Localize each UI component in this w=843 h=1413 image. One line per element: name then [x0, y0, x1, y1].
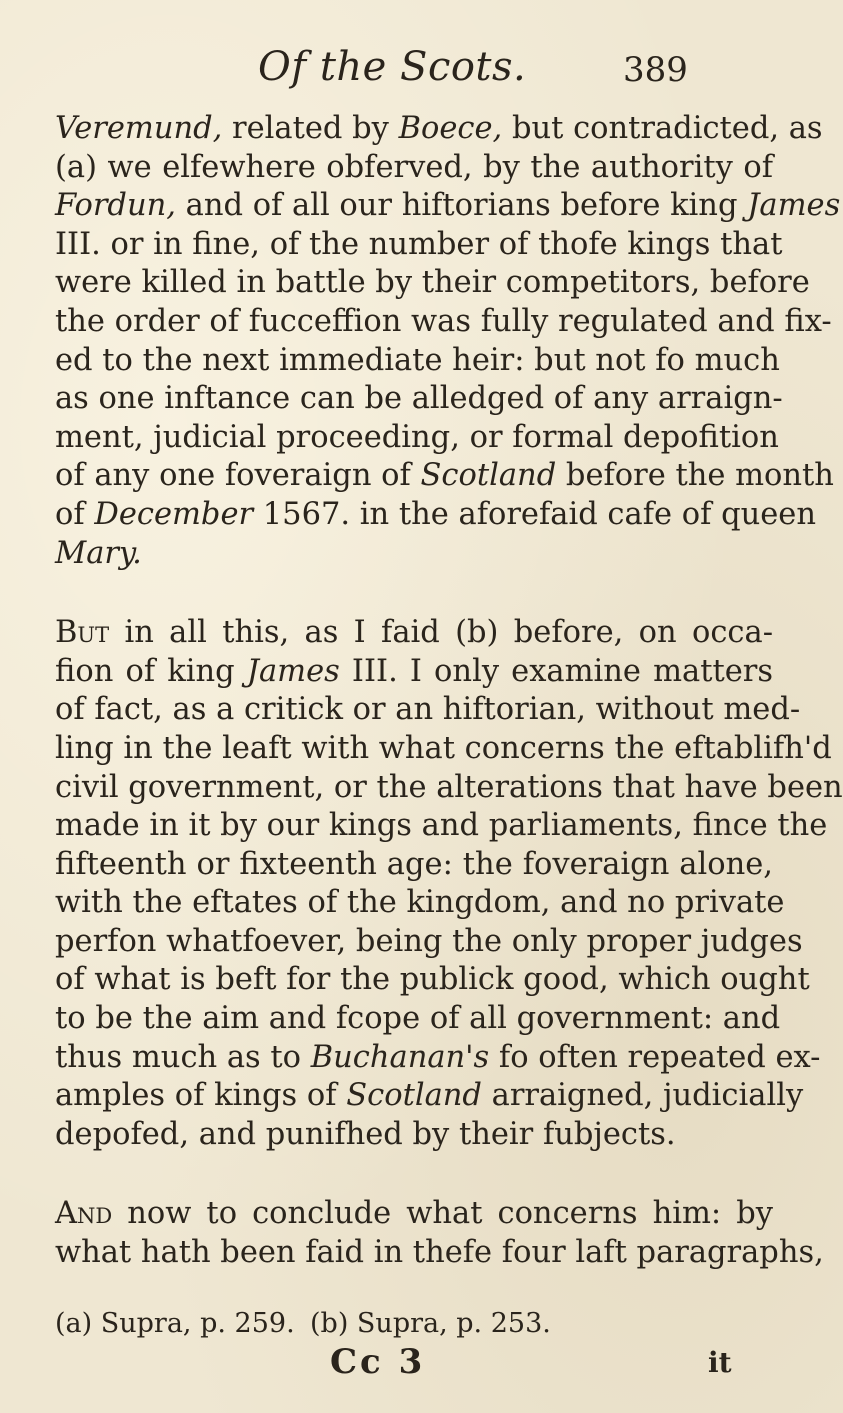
text-line — [55, 419, 779, 458]
text-run: 1567. in the aforefaid cafe of queen — [253, 496, 816, 532]
italic-run: Fordun, — [55, 188, 176, 224]
text-run: of — [55, 496, 95, 532]
text-line — [55, 226, 783, 265]
italic-run: James — [246, 653, 340, 689]
text-line — [55, 769, 843, 808]
small-caps-run: And — [55, 1196, 113, 1232]
text-run: related by — [222, 111, 399, 146]
italic-run: Veremund, — [55, 111, 223, 146]
text-run: the order of fucceffion was fully regulated and fix- — [55, 303, 832, 339]
text-line — [55, 187, 841, 226]
text-line — [55, 380, 783, 419]
italic-run: December — [94, 496, 254, 532]
text-run: thus much as to — [55, 1039, 311, 1075]
text-line — [55, 807, 828, 846]
text-run: as one inftance can be alledged of any arraign- — [55, 381, 783, 417]
text-line — [55, 961, 810, 1000]
footnote-b: (b) Supra, p. 253. — [310, 1308, 551, 1339]
italic-run: Mary. — [55, 535, 142, 571]
text-run: fion of king — [55, 653, 247, 689]
text-line — [55, 884, 785, 923]
text-run: before the month — [556, 458, 834, 494]
text-run: ment, judicial proceeding, or formal depofition — [55, 419, 779, 455]
text-line — [55, 1195, 773, 1234]
text-line — [55, 1234, 824, 1273]
text-run: III. or in fine, of the number of thofe kings that — [55, 226, 783, 262]
footnote-a: (a) Supra, p. 259. — [55, 1308, 295, 1339]
text-run: with the eftates of the kingdom, and no private — [55, 885, 785, 921]
text-run: fifteenth or fixteenth age: the foveraign alone, — [55, 846, 773, 882]
text-run: amples of kings of — [55, 1078, 347, 1114]
text-line — [55, 303, 832, 342]
text-line — [55, 110, 823, 149]
text-run: (a) we elfewhere obferved, by the authority of — [55, 149, 773, 185]
running-title: Of the Scots. — [258, 44, 527, 90]
catchword: it — [708, 1346, 732, 1379]
text-run: fo often repeated ex- — [489, 1039, 821, 1075]
text-line — [55, 1077, 804, 1116]
text-line — [55, 614, 773, 653]
text-line — [55, 264, 810, 303]
italic-run: Scotland — [420, 458, 557, 494]
text-line — [55, 342, 780, 381]
text-run: now to conclude what concerns him: by — [112, 1196, 773, 1232]
text-run: III. I only examine matters — [339, 653, 773, 689]
text-line — [55, 1000, 781, 1039]
text-run: of what is beft for the publick good, which ought — [55, 962, 810, 998]
text-line — [55, 730, 832, 769]
text-line — [55, 149, 773, 188]
text-line — [55, 846, 773, 885]
signature-mark: Cc 3 — [330, 1342, 426, 1382]
text-run: to be the aim and fcope of all government: and — [55, 1001, 781, 1037]
text-line — [55, 535, 773, 574]
text-line — [55, 1116, 773, 1155]
text-run: ed to the next immediate heir: but not fo much — [55, 342, 780, 378]
text-run: civil government, or the alterations that have been — [55, 769, 843, 805]
text-run: were killed in battle by their competitors, before — [55, 265, 810, 301]
text-run: but contradicted, as — [502, 111, 823, 146]
text-line — [55, 1039, 821, 1078]
text-run: ling in the leaft with what concerns the eftablifh'd — [55, 730, 832, 766]
text-run: perfon whatfoever, being the only proper judges — [55, 923, 803, 959]
text-run: arraigned, judicially — [481, 1078, 804, 1114]
text-run: made in it by our kings and parliaments, fince the — [55, 808, 828, 844]
italic-run: Scotland — [346, 1078, 482, 1114]
text-run: of any one foveraign of — [55, 458, 421, 494]
italic-run: Buchanan's — [310, 1039, 490, 1075]
paragraph — [55, 110, 841, 573]
small-caps-run: But — [55, 615, 110, 651]
text-line — [55, 691, 801, 730]
text-line — [55, 923, 803, 962]
text-run: what hath been faid in thefe four laft paragraphs, — [55, 1235, 824, 1271]
text-run: and of all our hiftorians before king — [175, 188, 748, 224]
text-line — [55, 653, 773, 692]
page-number: 389 — [623, 50, 688, 90]
text-run: in all this, as I faid (b) before, on occa- — [109, 615, 773, 651]
paragraph — [55, 614, 843, 1154]
text-line — [55, 496, 816, 535]
text-run: of fact, as a critick or an hiftorian, without med- — [55, 692, 801, 728]
paragraph — [55, 1195, 824, 1272]
italic-run: James — [747, 188, 841, 224]
running-head — [0, 44, 800, 104]
text-line — [55, 457, 834, 496]
body-text — [55, 110, 843, 1273]
italic-run: Boece, — [398, 111, 503, 146]
text-run: depofed, and punifhed by their fubjects. — [55, 1116, 676, 1152]
